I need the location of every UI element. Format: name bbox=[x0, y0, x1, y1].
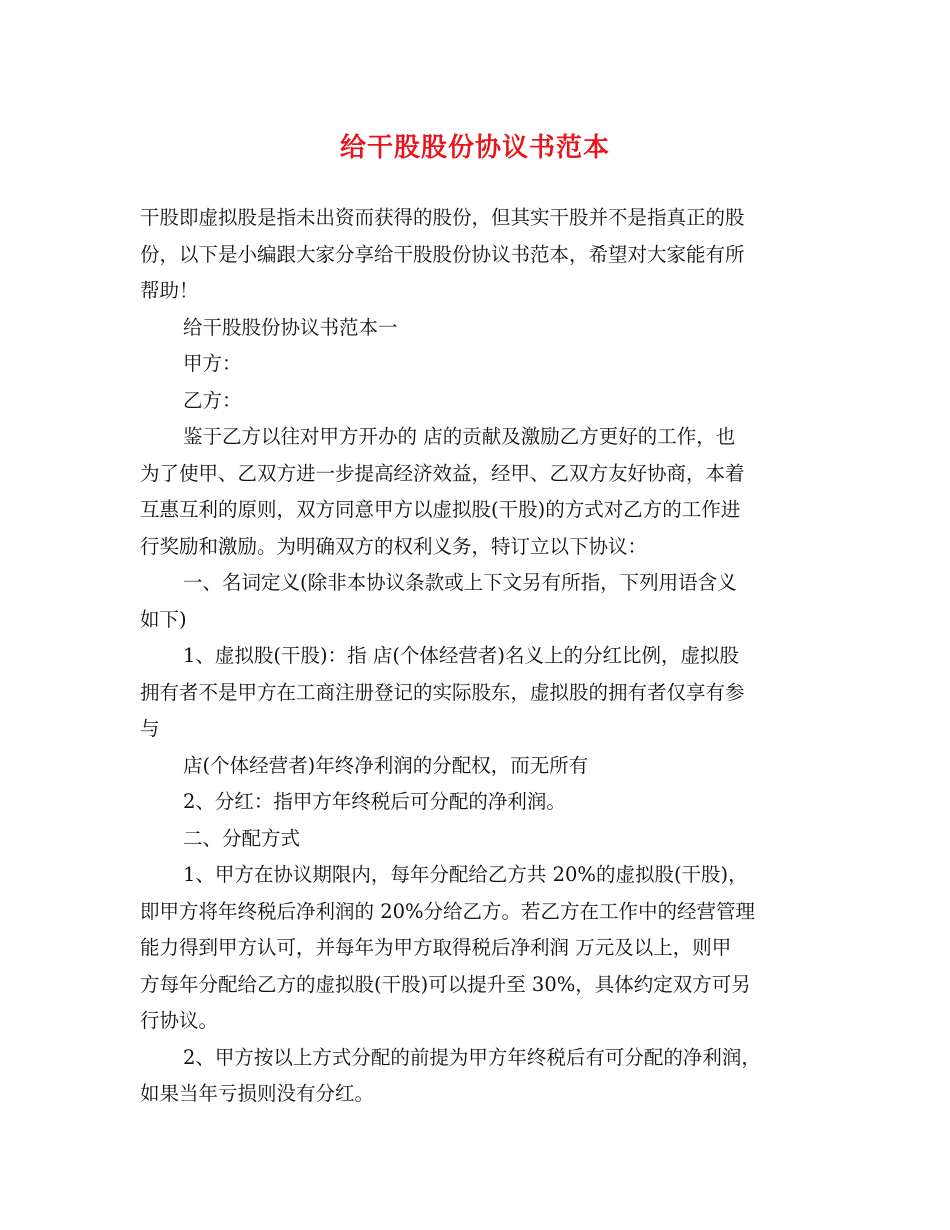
text-line: 鉴于乙方以往对甲方开办的 店的贡献及激励乙方更好的工作，也 bbox=[183, 425, 736, 448]
text-line: 如果当年亏损则没有分红。 bbox=[140, 1082, 375, 1105]
document-body bbox=[140, 200, 830, 1113]
text-line: 份，以下是小编跟大家分享给干股股份协议书范本，希望对大家能有所 bbox=[140, 242, 745, 266]
text-line: 帮助！ bbox=[140, 279, 199, 302]
text-line: 2、甲方按以上方式分配的前提为甲方年终税后有可分配的净利润， bbox=[183, 1045, 761, 1069]
text-line: 1、甲方在协议期限内，每年分配给乙方共 20%的虚拟股(干股)， bbox=[183, 863, 748, 886]
text-line: 互惠互利的原则，双方同意甲方以虚拟股(干股)的方式对乙方的工作进 bbox=[140, 498, 741, 521]
text-line: 甲方： bbox=[183, 352, 242, 375]
text-line: 方每年分配给乙方的虚拟股(干股)可以提升至 30%，具体约定双方可另 bbox=[140, 972, 751, 996]
text-line: 1、虚拟股(干股)：指 店(个体经营者)名义上的分红比例，虚拟股 bbox=[183, 644, 740, 667]
text-line: 二、分配方式 bbox=[183, 826, 301, 850]
text-line: 能力得到甲方认可，并每年为甲方取得税后净利润 万元及以上，则甲 bbox=[140, 936, 732, 959]
text-line: 与 bbox=[140, 717, 160, 740]
document-title: 给干股股份协议书范本 bbox=[339, 133, 610, 163]
text-line: 2、分红：指甲方年终税后可分配的净利润。 bbox=[183, 790, 566, 813]
text-line: 如下) bbox=[140, 607, 187, 631]
text-line: 乙方： bbox=[183, 388, 242, 412]
text-line: 拥有者不是甲方在工商注册登记的实际股东，虚拟股的拥有者仅享有参 bbox=[140, 680, 745, 704]
text-line: 行奖励和激励。为明确双方的权利义务，特订立以下协议： bbox=[140, 534, 648, 558]
text-line: 一、名词定义(除非本协议条款或上下文另有所指，下列用语含义 bbox=[183, 571, 737, 594]
text-line: 店(个体经营者)年终净利润的分配权，而无所有 bbox=[183, 753, 589, 777]
text-line: 干股即虚拟股是指未出资而获得的股份，但其实干股并不是指真正的股 bbox=[140, 206, 745, 229]
text-line: 行协议。 bbox=[140, 1009, 219, 1032]
text-line: 为了使甲、乙双方进一步提高经济效益，经甲、乙双方友好协商，本着 bbox=[140, 461, 745, 485]
text-line: 给干股股份协议书范本一 bbox=[183, 315, 398, 339]
text-line: 即甲方将年终税后净利润的 20%分给乙方。若乙方在工作中的经营管理 bbox=[140, 899, 756, 923]
